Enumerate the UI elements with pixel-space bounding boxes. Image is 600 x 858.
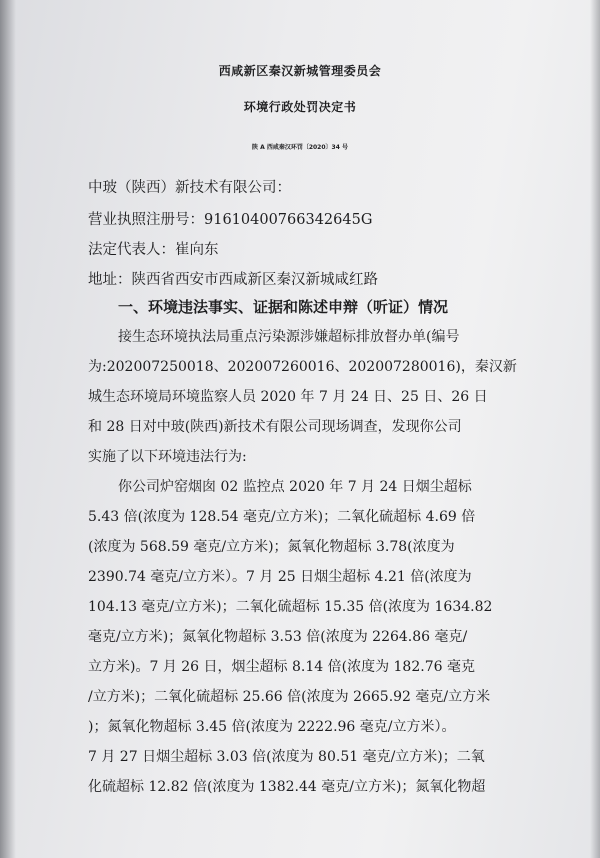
document-title-line2: 环境行政处罚决定书: [243, 100, 357, 114]
registration-number: 营业执照注册号：91610400766342645G: [88, 212, 373, 228]
body-line: 104.13 毫克/立方米)；二氧化硫超标 15.35 倍(浓度为 1634.82: [88, 599, 493, 615]
body-line: (浓度为 568.59 毫克/立方米)；氮氧化物超标 3.78(浓度为: [88, 539, 455, 555]
body-line: 实施了以下环境违法行为:: [88, 449, 247, 465]
body-line: 城生态环境局环境监察人员 2020 年 7 月 24 日、25 日、26 日: [88, 389, 488, 405]
body-line: /立方米)；二氧化硫超标 25.66 倍(浓度为 2665.92 毫克/立方米: [88, 689, 491, 705]
company-address: 地址：陕西省西安市西咸新区秦汉新城咸红路: [88, 272, 378, 288]
body-line: 化硫超标 12.82 倍(浓度为 1382.44 毫克/立方米)；氮氧化物超: [88, 779, 486, 795]
body-line: 毫克/立方米)；氮氧化物超标 3.53 倍(浓度为 2264.86 毫克/: [88, 629, 468, 645]
body-line: 为:202007250018、202007260016、202007280016)，秦汉新: [88, 359, 517, 375]
right-edge-shadow: [590, 0, 600, 858]
body-line: )；氮氧化物超标 3.45 倍(浓度为 2222.96 毫克/立方米）。: [88, 719, 456, 735]
legal-representative: 法定代表人：崔向东: [88, 242, 219, 258]
body-line: 你公司炉窑烟囱 02 监控点 2020 年 7 月 24 日烟尘超标: [118, 479, 472, 495]
document-number: 陕 A 西咸秦汉环罚〔2020〕34 号: [252, 144, 348, 151]
body-line: 接生态环境执法局重点污染源涉嫌超标排放督办单(编号: [118, 329, 460, 345]
body-line: 2390.74 毫克/立方米）。7 月 25 日烟尘超标 4.21 倍(浓度为: [88, 569, 472, 585]
body-line: 立方米)。7 月 26 日，烟尘超标 8.14 倍(浓度为 182.76 毫克: [88, 659, 475, 675]
document-title-line1: 西咸新区秦汉新城管理委员会: [218, 64, 382, 78]
body-line: 和 28 日对中玻(陕西)新技术有限公司现场调查，发现你公司: [88, 419, 462, 435]
company-name: 中玻（陕西）新技术有限公司：: [88, 180, 291, 196]
section-heading: 一、环境违法事实、证据和陈述申辩（听证）情况: [118, 298, 449, 316]
body-line: 7 月 27 日烟尘超标 3.03 倍(浓度为 80.51 毫克/立方米)；二氧: [88, 749, 485, 765]
body-line: 5.43 倍(浓度为 128.54 毫克/立方米)；二氧化硫超标 4.69 倍: [88, 509, 476, 525]
left-edge-shadow: [0, 0, 16, 858]
